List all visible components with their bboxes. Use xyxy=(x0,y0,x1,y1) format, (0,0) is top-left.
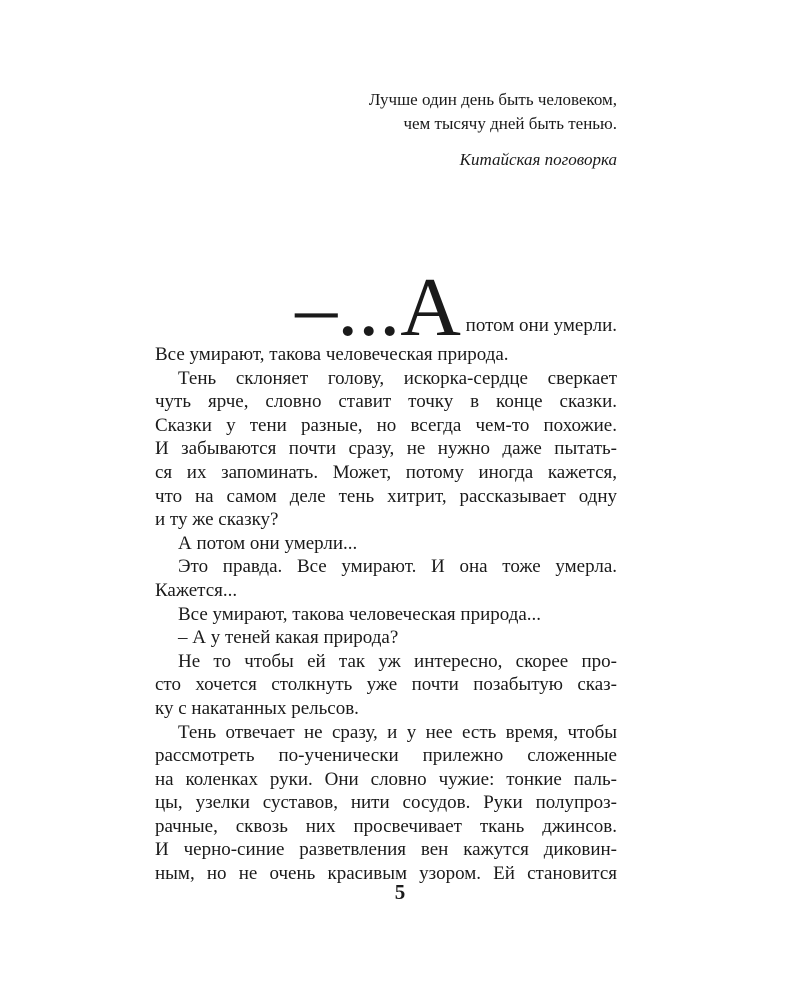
drop-cap: –...А xyxy=(295,261,461,354)
text-line: и ту же сказку? xyxy=(155,509,279,531)
text-line: А потом они умерли... xyxy=(178,532,358,554)
text-line: Кажется... xyxy=(155,579,238,601)
text-line: сто хочется столкнуть уже почти позабытую сказ- xyxy=(155,674,617,696)
text-line: чуть ярче, словно ставит точку в конце сказки. xyxy=(155,391,617,413)
text-line: цы, узелки суставов, нити сосудов. Руки полупроз- xyxy=(155,792,617,814)
text-line: Не то чтобы ей так уж интересно, скорее про- xyxy=(178,650,617,672)
text-line: ся их запоминать. Может, потому иногда кажется, xyxy=(155,461,617,483)
epigraph-line: Лучше один день быть человеком, xyxy=(368,90,617,109)
page-number: 5 xyxy=(394,880,406,904)
text-line: Это правда. Все умирают. И она тоже умерла. xyxy=(178,556,617,578)
epigraph-line: чем тысячу дней быть тенью. xyxy=(403,114,617,133)
text-line: Тень склоняет голову, искорка-сердце сверкает xyxy=(178,367,617,389)
first-line xyxy=(155,261,617,354)
text-line: рассмотреть по-ученически прилежно сложенные xyxy=(155,745,617,767)
text-line: ку с накатанных рельсов. xyxy=(155,697,359,719)
epigraph xyxy=(369,88,617,172)
text-line: Все умирают, такова человеческая природа... xyxy=(178,603,542,625)
text-line: рачные, сквозь них просвечивает ткань джинсов. xyxy=(155,815,617,837)
text-line: на коленках руки. Они словно чужие: тонкие паль- xyxy=(155,768,617,790)
text-line: И черно-синие разветвления вен кажутся диковин- xyxy=(155,839,617,861)
text-line: Все умирают, такова человеческая природа. xyxy=(155,344,509,365)
text-line: Тень отвечает не сразу, и у нее есть время, чтобы xyxy=(178,721,617,743)
chapter-text xyxy=(155,261,617,886)
text-line: И забываются почти сразу, не нужно даже пытать- xyxy=(155,438,617,460)
text-line: Сказки у тени разные, но всегда чем-то похожие. xyxy=(155,414,617,436)
text-line: – А у теней какая природа? xyxy=(178,627,399,649)
first-line-text: потом они умерли. xyxy=(460,315,617,336)
text-line: что на самом деле тень хитрит, рассказывает одну xyxy=(155,485,617,507)
text-line: ным, но не очень красивым узором. Ей становится xyxy=(155,863,617,885)
epigraph-source: Китайская поговорка xyxy=(459,150,617,169)
